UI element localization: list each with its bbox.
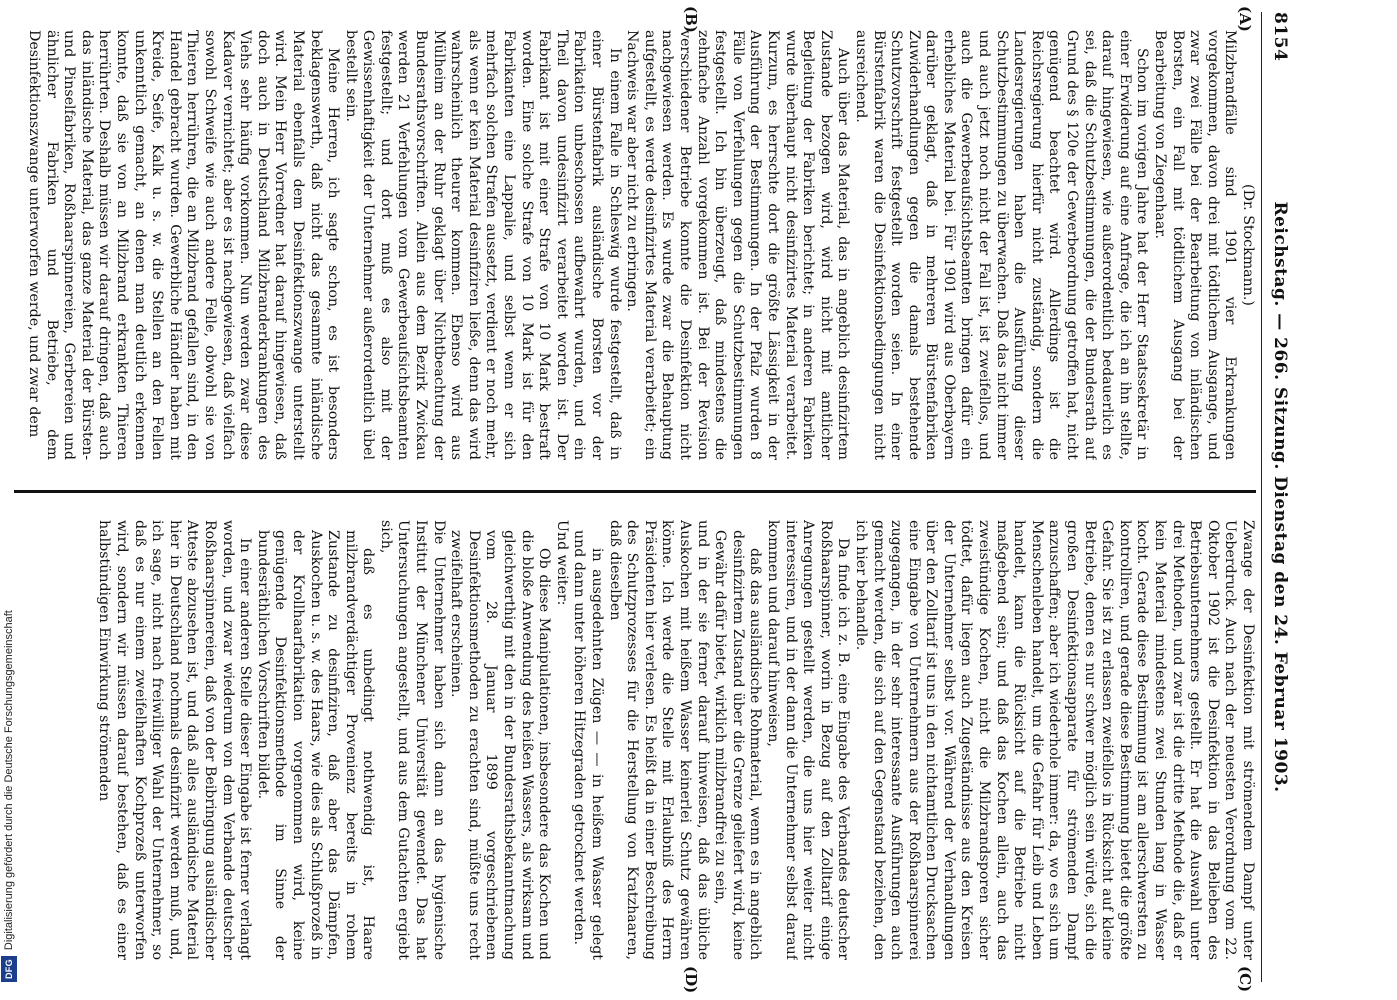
left-column — [14, 30, 1256, 460]
dfg-logo: DFG — [1, 956, 17, 982]
page-title: Reichstag. — 266. Sitzung. Dienstag den 24. Februar 1903. — [1270, 201, 1290, 793]
credit-text: Digitalisierung gefördert durch die Deutsche Forschungsgemeinschaft — [3, 610, 15, 951]
margin-letter-c: (C) — [1236, 966, 1254, 993]
quotation: daß das ausländische Rohmaterial, wenn es in angeblich desinfizirtem Zustand über die Grenze geliefert wird, keine Gewähr dafür bietet, wirklich milzbrandfrei zu sein, — [712, 530, 764, 960]
speaker-label: (Dr. Stockmann.) — [1240, 184, 1256, 306]
paragraph: Zwange der Desinfektion mit strömendem Dampf unter Ueberdruck. Auch nach der neuesten Verordnung vom 22. Oktober 1902 ist die Desinfektion in das Belieben des Betriebsunternehmers gestellt. Er hat die Auswahl unter drei Methoden, und zwar ist die dritte Methode die, daß er kein Material mindestens zwei Stunden lang in Wasser kocht. Gerade diese Bestimmung ist am allerschwersten zu kontrolliren, und gerade diese Bestimmung bietet die größte Gefahr. Sie ist zu erlassen zweifellos in Rücksicht auf kleine Betriebe, denen es nur schwer möglich sein würde, sich die großen Desinfektionsapparate für strömenden Dampf anzuschaffen; aber ich wiederhole immer: da, wo es sich um Menschenleben handelt, um die Gefahr für Leib und Leben handelt, kann die Rücksicht auf die Betriebe nicht maßgebend sein; und daß das Kochen allein, auch das zweistündige Kochen, nicht die Milzbrandsporen sicher tödtet, dafür liegen auch Zugeständnisse aus den Kreisen der Unternehmer selbst vor. Während der Verhandlungen über den Zolltarif ist uns in den nichtamtlichen Drucksachen eine Eingabe von Unternehmern aus der Roßhaarspinnerei zugegangen, in der sehr interessante Ausführungen auch gemacht werden, die sich auf den Gegenstand beziehen, den ich hier behandle. — [852, 520, 1256, 960]
margin-letter-b: (B) — [682, 6, 700, 33]
margin-letter-d: (D) — [682, 966, 700, 994]
right-column — [14, 520, 1256, 960]
paragraph: Da finde ich z. B. eine Eingabe des Verbandes deutscher Roßhaarspinner, worin in Bezug auf den Zolltarif einige Anregungen gestellt werden, die uns hier weiter nicht interessiren, und in der dann die Unternehmer selbst darauf kommen und darauf hinweisen, — [764, 520, 852, 960]
header-rule — [1261, 12, 1262, 982]
digitization-credit — [2, 2, 18, 992]
quotation: Ob diese Manipulationen, insbesondere das Kochen und die bloße Anwendung des heißen Wassers, als wirksam und gleichwerthig mit den in der Bundesrathsbekanntmachung vom 28. Januar 1899 vorgeschriebenen Desinfektionsmethoden zu erachten sind, müßte uns recht zweifelhaft erscheinen. — [448, 530, 553, 960]
paragraph: In einer anderen Stelle dieser Eingabe ist ferner verlangt worden, und zwar wiederum von dem Verbande deutscher Roßhaarspinnereien, daß von der Beibringung ausländischer Atteste abzusehen ist, und daß alles ausländische Material hier in Deutschland nochmals desinfizirt werden muß, und, ich sage, nicht nach freiwilliger Wahl der Unternehmer, so daß es nur einem zweifelhaften Kochprozeß unterworfen wird, sondern wir müssen darauf bestehen, daß es einer halbstündigen Einwirkung strömenden — [96, 520, 254, 960]
page-header — [1262, 12, 1290, 982]
paragraph: Milzbrandfälle sind 1901 vier Erkrankungen vorgekommen, davon drei mit tödtlichem Ausgange, und zwar zwei Fälle bei der Bearbeitung von inländischen Borsten, ein Fall mit tödtlichem Ausgang bei der Bearbeitung von Ziegenhaar. — [1152, 30, 1239, 460]
paragraph: Auch über das Material, das in angeblich desinfizirtem Zustande bezogen wird, wird nicht mit amtlicher Begleitung der Fabriken berichtet; in anderen Fabriken wurde überhaupt nicht desinfizirtes Material verarbeitet. Kurzum, es herrschte dort die größte Lässigkeit in der Ausführung der Bestimmungen. In der Pfalz wurden 8 Fälle von Verfehlungen gegen die Schutzbestimmungen festgestellt. Ich bin überzeugt, daß mindestens die zehnfache Anzahl vorgekommen ist. Bei der Revision verschiedener Betriebe konnte die Desinfektion nicht nachgewiesen werden. Es wurde zwar die Behauptung aufgestellt, es werde desinfizirtes Material verarbeitet; ein Nachweis war aber nicht zu erbringen. — [624, 30, 852, 460]
paragraph: Die Unternehmer haben sich dann an das hygienische Institut der Münchener Universität gewendet. Das hat Untersuchungen angestellt, und aus dem Gutachten ergiebt sich, — [377, 520, 447, 960]
paragraph: Schon im vorigen Jahre hat der Herr Staatssekretär in einer Erwiderung auf eine Anfrage, die ich an ihn stellte, darauf hingewiesen, wie außerordentlich bedauerlich es sei, daß die Schutzbestimmungen, die der Bundesrath auf Grund des § 120e der Gewerbeordnung getroffen hat, nicht genügend beachtet wird. Allerdings ist die Reichsregierung hierfür nicht zuständig, sondern die Landesregierungen haben die Ausführung dieser Schutzbestimmungen zu überwachen. Daß das nicht immer und auch jetzt noch nicht der Fall ist, ist zweifellos, und auch die Gewerbeaufsichtsbeamten bringen dafür ein erhebliches Material bei. Für 1901 wird aus Oberbayern darüber geklagt, daß in mehreren Bürstenfabriken Zuwiderhandlungen gegen die damals bestehende Schutzvorschrift festgestellt worden seien. In einer Bürstenfabrik waren die Desinfektionsbedingungen nicht ausreichend. — [852, 30, 1151, 460]
paragraph: Meine Herren, ich sagte schon, es ist besonders beklagenswerth, daß nicht das gesammte inländische Material ebenfalls dem Desinfektionszwange unterstellt wird. Mein Herr Vorredner hat darauf hingewiesen, daß doch auch in Deutschland Milzbranderkrankungen des Viehs sehr häufig vorkommen. Nun werden zwar diese Kadaver vernichtet; aber es ist nachgewiesen, daß vielfach sowohl Schweife wie auch andere Felle, obwohl sie von Thieren herrühren, die an Milzbrand gefallen sind, in den Handel gebracht wurden. Gewerbliche Händler haben mit Kreide, Seife, Kalk u. s. w. die Stellen an den Fellen unkenntlich gemacht, an denen man deutlich erkennen konnte, daß sie von an Milzbrand erkrankten Thieren herrührten. Deshalb müssen wir darauf dringen, daß auch das inländische Material, das ganze Material der Bürsten- und Pinselfabriken, Roßhaarspinnereien, Gerbereien und ähnlicher Fabriken und Betriebe, dem Desinfektionszwange unterworfen werde, und zwar dem — [26, 30, 342, 460]
quotation: in ausgedehnten Zügen — — in heißem Wasser gelegt und dann unter höheren Hitzegraden getrocknet werden. — [571, 530, 606, 960]
paragraph: Und weiter: — [553, 520, 570, 606]
paragraph: und in der sie ferner darauf hinweisen, daß das übliche Auskochen mit heißem Wasser keinerlei Schutz gewähren könne. Ich werde die Stelle mit Erlaubniß des Herrn Präsidenten hier verlesen. Es heißt da in einer Beschreibung des Schutzprozesses für die Herstellung von Kratzhaaren, daß dieselben — [606, 520, 711, 960]
margin-letter-a: (A) — [1236, 6, 1254, 32]
paragraph: In einem Falle in Schleswig wurde festgestellt, daß in einer Bürstenfabrik ausländische Borsten vor der Fabrikation unbeschossen aufbewahrt wurden, und ein Theil davon undesinfizirt verarbeitet worden ist. Der Fabrikant ist mit einer Strafe von 10 Mark bestraft worden. Eine solche Strafe von 10 Mark ist für den Fabrikanten eine Lappalie, und selbst wenn er sich mehrfach solchen Strafen aussetzt, verdient er noch mehr, als wenn er kein Material desinfiziren ließe, denn das wird wahrscheinlich theurer kommen. Ebenso wird aus Mülheim an der Ruhr geklagt über Nichtbeachtung der Bundesrathsvorschriften. Allein aus dem Bezirk Zwickau werden 21 Verfehlungen vom Gewerbeaufsichtsbeamten festgestellt; und dort muß es also mit der Gewissenhaftigkeit der Unternehmer außerordentlich übel bestellt sein. — [342, 30, 623, 460]
page-number: 8154 — [1270, 12, 1290, 62]
column-divider — [14, 490, 1256, 493]
quotation: daß es unbedingt nothwendig ist, Haare milzbrandverdächtiger Provenienz bereits in rohem Zustande zu desinfiziren, daß aber das Dämpfen, Auskochen u. s. w. des Haars, wie dies als Schlußprozeß in der Krollhaarfabrikation vorgenommen wird, keine genügende Desinfektionsmethode im Sinne der bundesräthlichen Vorschriften bildet. — [254, 530, 377, 960]
